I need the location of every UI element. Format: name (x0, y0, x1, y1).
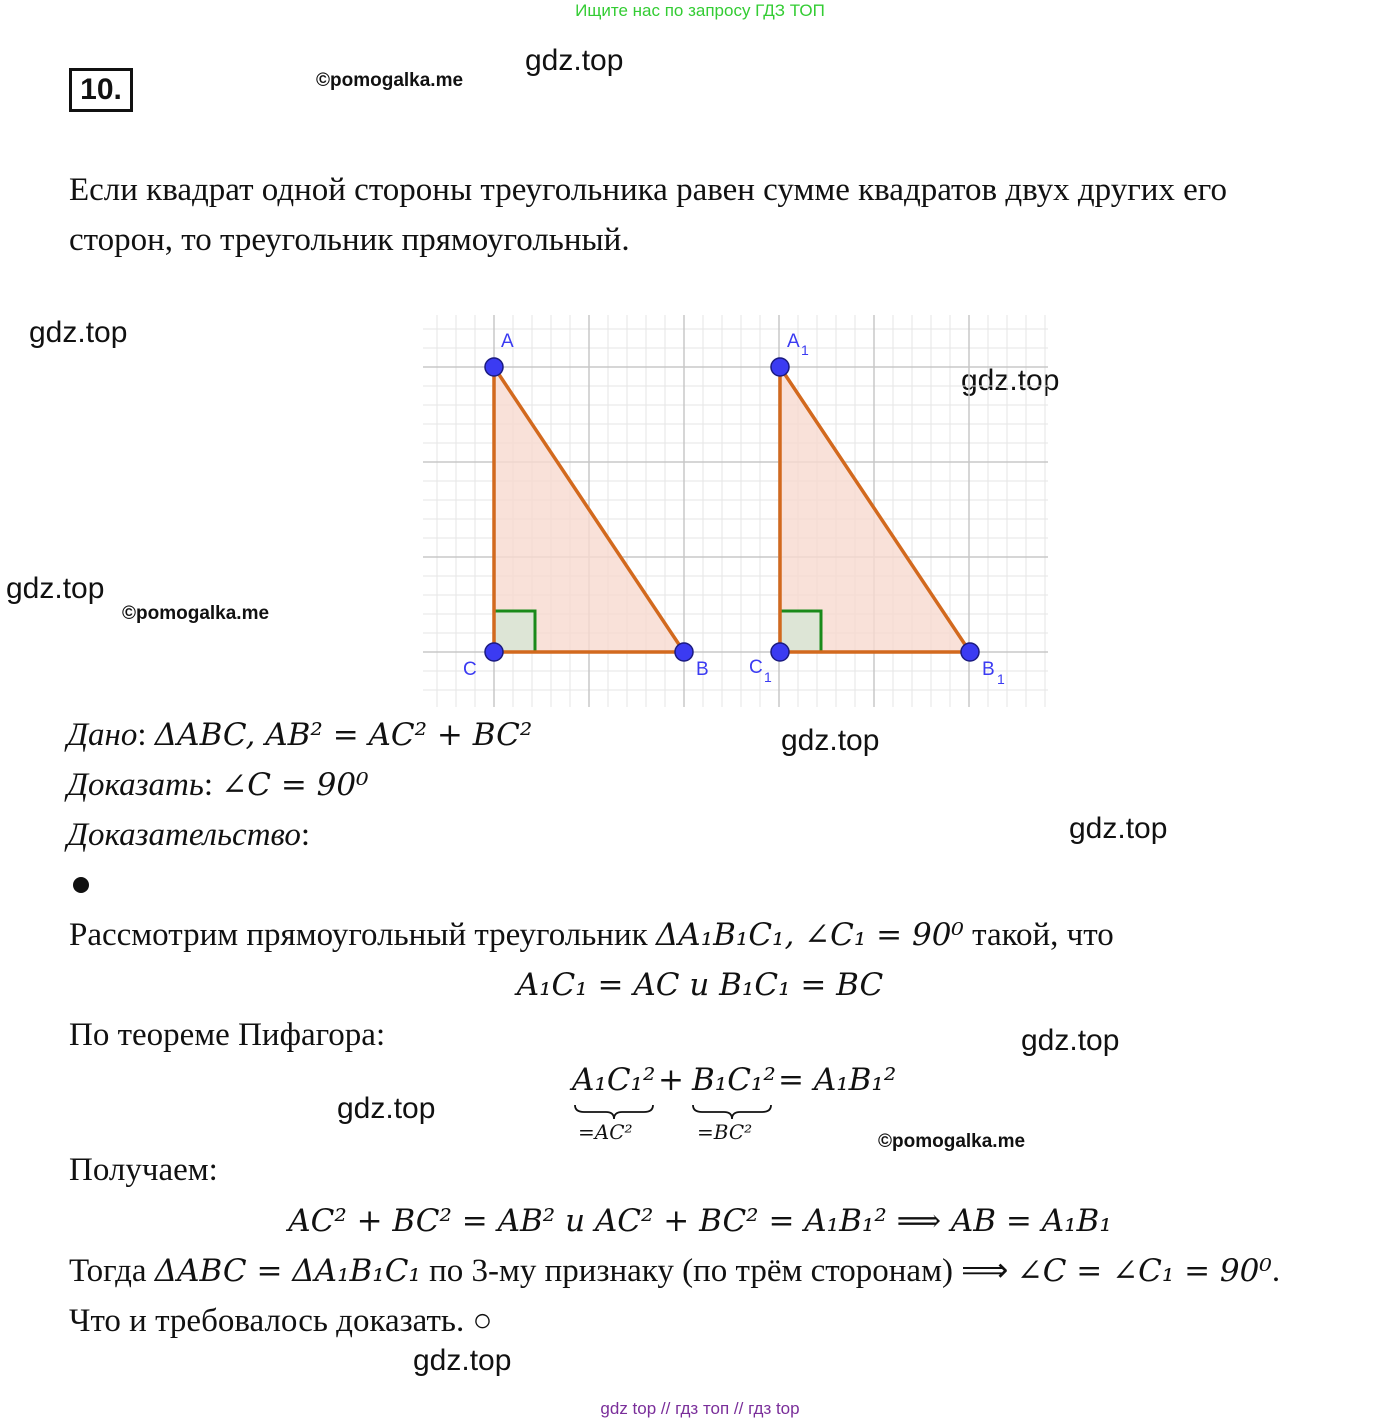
term-b1c1: B₁C₁² (692, 1062, 776, 1098)
brace-label-bc: =BC² (697, 1120, 753, 1144)
pythagoras-label: По теореме Пифагора: (69, 1017, 386, 1053)
result-equation: AC² + BC² = AB² и AC² + BC² = A₁B₁² ⟹ AB = A₁B₁ (288, 1203, 1112, 1239)
underbrace-1 (574, 1104, 654, 1120)
proof-sep: : (300, 817, 311, 853)
statement-line-1: Если квадрат одной стороны треугольника равен сумме квадратов двух других его (69, 172, 1227, 208)
given-label: Дано (67, 717, 138, 753)
step1-tail: такой, что (972, 917, 1114, 953)
step1-text: Рассмотрим прямоугольный треугольник (69, 917, 648, 953)
prove-label: Доказать (67, 767, 204, 803)
triangles-figure (423, 315, 1048, 707)
statement-line-2: сторон, то треугольник прямоугольный. (69, 222, 630, 258)
brace-label-ac: =AC² (578, 1120, 633, 1144)
prove-sep: : (203, 767, 214, 803)
result-label: Получаем: (69, 1152, 218, 1188)
proof-label: Доказательство (67, 817, 301, 853)
label-c1: C (749, 657, 763, 678)
conclusion-end: . (1271, 1253, 1281, 1289)
site-watermark: gdz.top (337, 1092, 436, 1125)
point-a (485, 358, 503, 376)
site-watermark: gdz.top (961, 364, 1060, 397)
prove-expr: ∠C = 90⁰ (221, 767, 369, 803)
footer-links[interactable]: gdz top // гдз топ // гдз top (600, 1399, 800, 1418)
conclusion-text2: по 3-му признаку (по трём сторонам) ⟹ (429, 1253, 1009, 1289)
site-watermark: gdz.top (525, 44, 624, 77)
top-banner[interactable]: Ищите нас по запросу ГДЗ ТОП (575, 1, 825, 20)
step1-equation: A₁C₁ = AC и B₁C₁ = BC (516, 967, 884, 1003)
conclusion-expr1: ΔABC = ΔA₁B₁C₁ (154, 1253, 421, 1289)
given-line (67, 710, 532, 760)
point-b (675, 643, 693, 661)
site-watermark: gdz.top (413, 1344, 512, 1377)
step1-line (69, 910, 1114, 960)
copyright-watermark: ©pomogalka.me (316, 70, 464, 91)
label-c1-index: 1 (764, 669, 772, 685)
given-sep: : (137, 717, 147, 753)
site-watermark: gdz.top (1021, 1024, 1120, 1057)
point-a1 (771, 358, 789, 376)
label-b: B (696, 659, 709, 680)
site-watermark: gdz.top (781, 724, 880, 757)
label-a: A (501, 331, 514, 352)
point-c (485, 643, 503, 661)
prove-line (67, 760, 369, 810)
rhs-a1b1: = A₁B₁² (778, 1062, 897, 1098)
conclusion-text1: Тогда (69, 1253, 147, 1289)
label-a1-index: 1 (801, 342, 809, 358)
label-a1: A (787, 331, 800, 352)
label-b1-index: 1 (997, 671, 1005, 687)
site-watermark: gdz.top (1069, 812, 1168, 845)
underbrace-2 (692, 1104, 772, 1120)
term-a1c1: A₁C₁² (572, 1062, 656, 1098)
site-watermark: gdz.top (6, 572, 105, 605)
site-watermark: gdz.top (29, 316, 128, 349)
bullet-icon (73, 877, 89, 893)
step1-expr: ΔA₁B₁C₁, ∠C₁ = 90⁰ (655, 917, 964, 953)
point-c1 (771, 643, 789, 661)
final-line: Что и требовалось доказать. ○ (69, 1303, 493, 1339)
given-expr: ΔABC, AB² = AC² + BC² (154, 717, 533, 753)
proof-line (67, 810, 310, 860)
conclusion-line (69, 1246, 1280, 1296)
copyright-watermark: ©pomogalka.me (878, 1131, 1026, 1152)
conclusion-expr2: ∠C = ∠C₁ = 90⁰ (1016, 1253, 1272, 1289)
label-c: C (463, 659, 477, 680)
point-b1 (961, 643, 979, 661)
copyright-watermark: ©pomogalka.me (122, 603, 270, 624)
label-b1: B (982, 659, 995, 680)
task-number: 10. (69, 68, 133, 112)
plus-sign: + (658, 1062, 684, 1098)
